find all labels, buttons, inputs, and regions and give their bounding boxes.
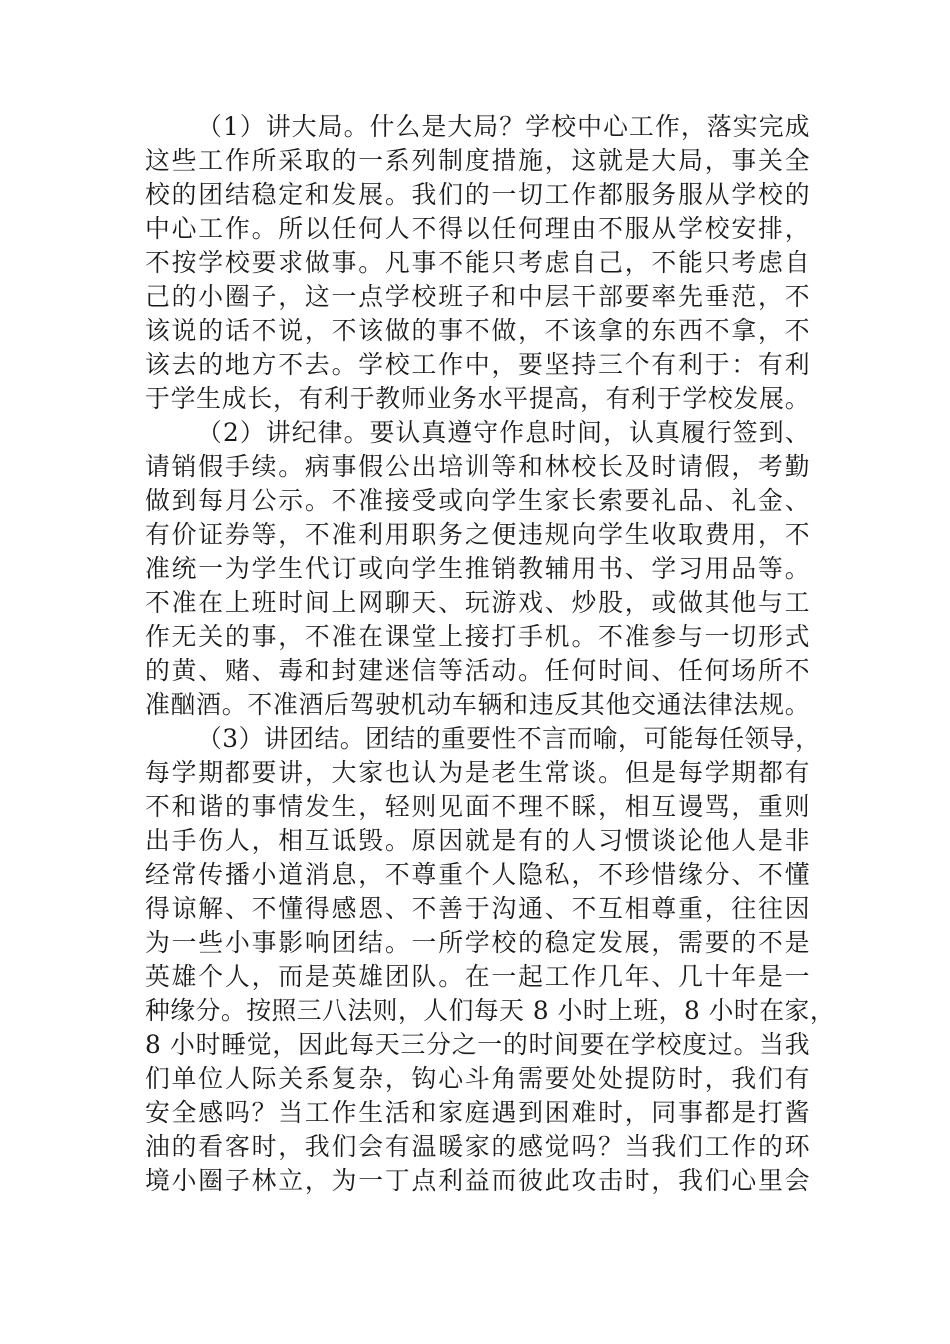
- document-page: [145, 110, 836, 1198]
- paragraph-3-line-3: 不和谐的事情发生，轻则见面不理不睬，相互谩骂，重则: [145, 792, 810, 821]
- paragraph-2-line-8: 的黄、赌、毒和封建迷信等活动。任何时间、任何场所不: [145, 656, 810, 685]
- paragraph-1-line-6: 己的小圈子，这一点学校班子和中层干部要率先垂范，不: [145, 282, 810, 311]
- paragraph-2-line-3: 做到每月公示。不准接受或向学生家长索要礼品、礼金、: [145, 486, 810, 515]
- paragraph-3-line-2: 每学期都要讲，大家也认为是老生常谈。但是每学期都有: [145, 758, 810, 787]
- paragraph-2-line-4: 有价证券等，不准利用职务之便违规向学生收取费用，不: [145, 520, 810, 549]
- paragraph-2-line-5: 准统一为学生代订或向学生推销教辅用书、学习用品等。: [145, 554, 810, 583]
- paragraph-3-line-4: 出手伤人，相互诋毁。原因就是有的人习惯谈论他人是非: [145, 826, 810, 855]
- paragraph-1-line-1: （1）讲大局。什么是大局？学校中心工作，落实完成: [197, 112, 810, 141]
- paragraph-1-line-9: 于学生成长，有利于教师业务水平提高，有利于学校发展。: [145, 384, 810, 413]
- paragraph-2-line-6: 不准在上班时间上网聊天、玩游戏、炒股，或做其他与工: [145, 588, 810, 617]
- paragraph-2-line-2: 请销假手续。病事假公出培训等和林校长及时请假，考勤: [145, 452, 810, 481]
- paragraph-3-line-10: 8 小时睡觉，因此每天三分之一的时间要在学校度过。当我: [145, 1030, 810, 1059]
- paragraph-3-line-1: （3）讲团结。团结的重要性不言而喻，可能每任领导，: [197, 724, 821, 753]
- paragraph-3-line-13: 油的看客时，我们会有温暖家的感觉吗？当我们工作的环: [145, 1132, 810, 1161]
- paragraph-1-line-3: 校的团结稳定和发展。我们的一切工作都服务服从学校的: [145, 180, 810, 209]
- paragraph-1-line-4: 中心工作。所以任何人不得以任何理由不服从学校安排，: [145, 214, 810, 243]
- paragraph-2-line-1: （2）讲纪律。要认真遵守作息时间，认真履行签到、: [197, 418, 810, 447]
- paragraph-1-line-5: 不按学校要求做事。凡事不能只考虑自己，不能只考虑自: [145, 248, 810, 277]
- paragraph-3-line-7: 为一些小事影响团结。一所学校的稳定发展，需要的不是: [145, 928, 810, 957]
- paragraph-3-line-12: 安全感吗？当工作生活和家庭遇到困难时，同事都是打酱: [145, 1098, 810, 1127]
- paragraph-3-line-11: 们单位人际关系复杂，钩心斗角需要处处提防时，我们有: [145, 1064, 810, 1093]
- paragraph-1-line-2: 这些工作所采取的一系列制度措施，这就是大局，事关全: [145, 146, 810, 175]
- paragraph-3-line-5: 经常传播小道消息，不尊重个人隐私，不珍惜缘分、不懂: [145, 860, 810, 889]
- paragraph-3-line-9: 种缘分。按照三八法则，人们每天 8 小时上班，8 小时在家，: [145, 996, 836, 1025]
- paragraph-1-line-8: 该去的地方不去。学校工作中，要坚持三个有利于：有利: [145, 350, 810, 379]
- paragraph-3-line-6: 得谅解、不懂得感恩、不善于沟通、不互相尊重，往往因: [145, 894, 810, 923]
- paragraph-1-line-7: 该说的话不说，不该做的事不做，不该拿的东西不拿，不: [145, 316, 810, 345]
- paragraph-2-line-9: 准酗酒。不准酒后驾驶机动车辆和违反其他交通法律法规。: [145, 690, 810, 719]
- paragraph-3-line-14: 境小圈子林立，为一丁点利益而彼此攻击时，我们心里会: [145, 1166, 810, 1195]
- paragraph-2-line-7: 作无关的事，不准在课堂上接打手机。不准参与一切形式: [145, 622, 810, 651]
- paragraph-3-line-8: 英雄个人，而是英雄团队。在一起工作几年、几十年是一: [145, 962, 810, 991]
